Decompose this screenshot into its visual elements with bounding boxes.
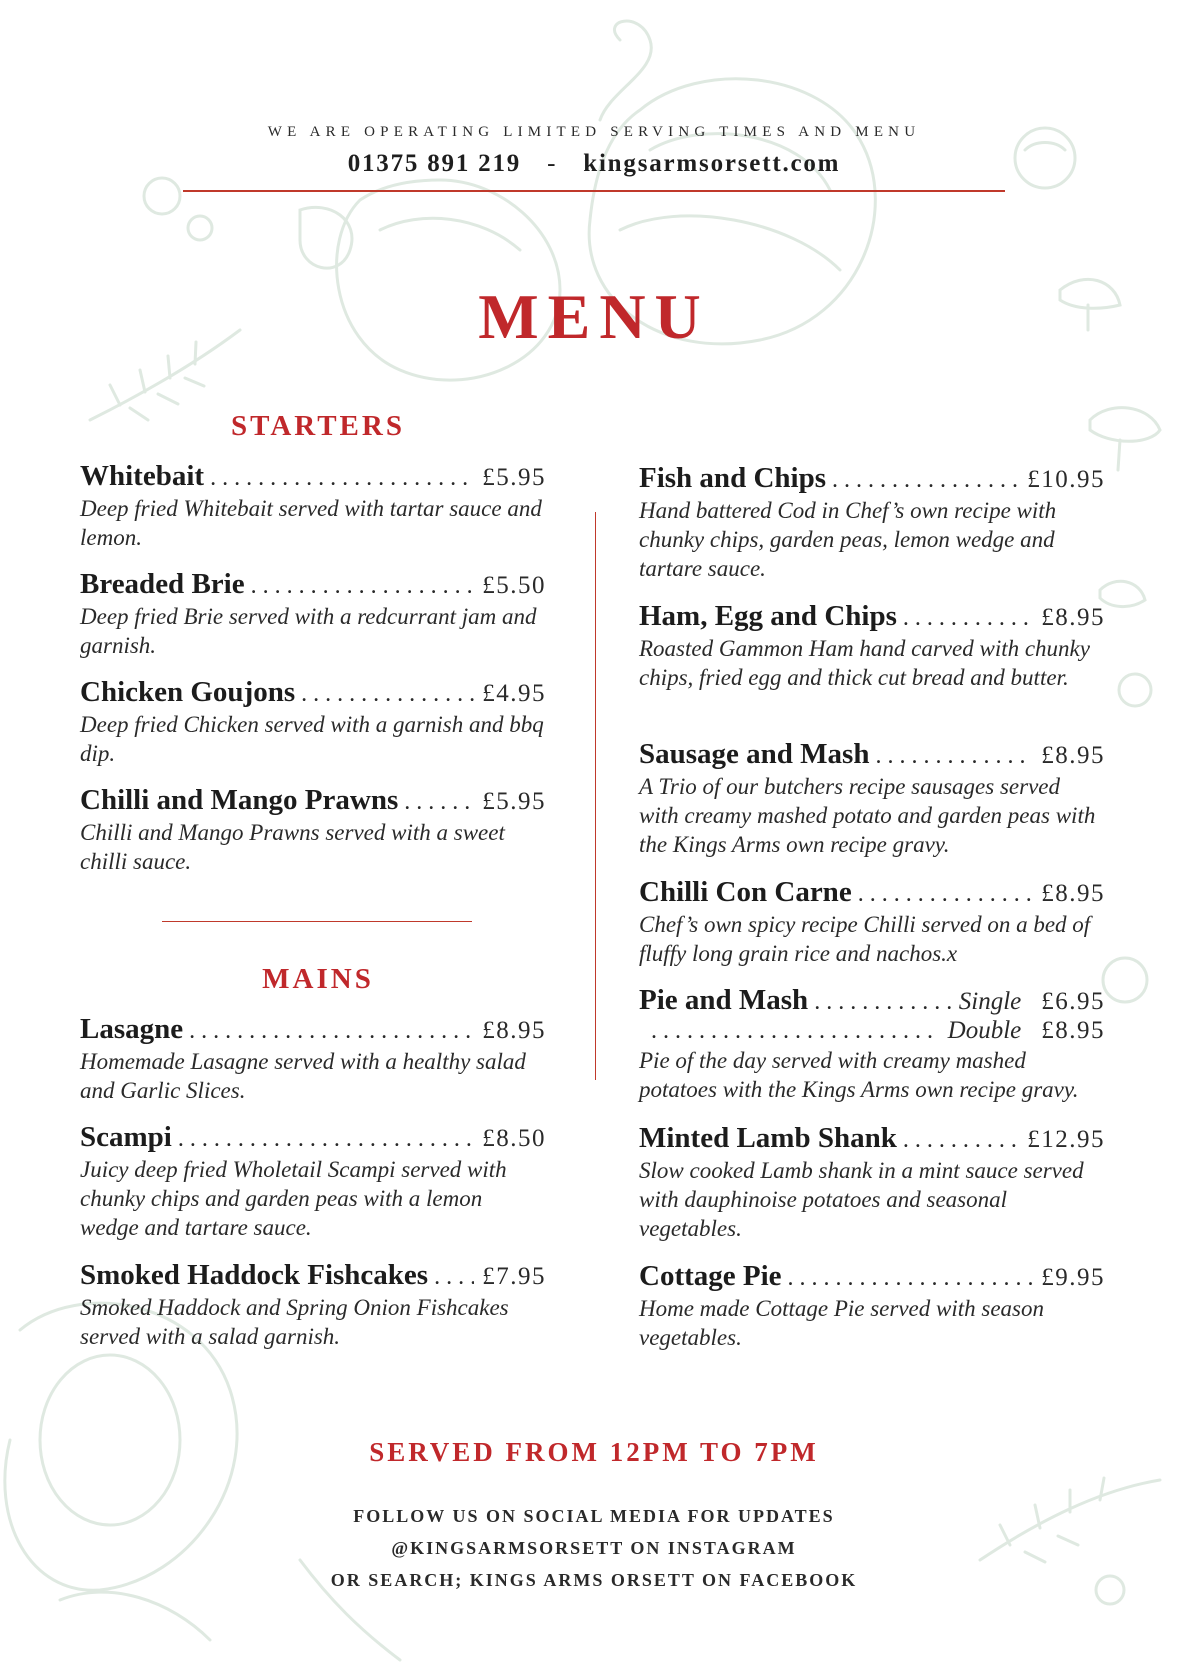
dot-leader xyxy=(814,989,951,1016)
dish-name: Chicken Goujons xyxy=(80,676,296,708)
dot-leader xyxy=(301,681,474,708)
dish-description: Homemade Lasagne served with a healthy salad and Garlic Slices. xyxy=(80,1049,526,1103)
dish-description: Smoked Haddock and Spring Onion Fishcakes served with a salad garnish. xyxy=(80,1295,509,1349)
dot-leader xyxy=(875,743,1033,770)
dot-leader xyxy=(903,1127,1019,1154)
dot-leader xyxy=(178,1126,474,1153)
phone-number: 01375 891 219 xyxy=(347,150,522,177)
serving-hours: SERVED FROM 12PM TO 7PM xyxy=(369,1437,819,1467)
website-link[interactable]: kingsarmsorsett.com xyxy=(583,150,841,177)
dish-price: £8.95 xyxy=(1041,880,1105,907)
dot-leader xyxy=(210,465,474,492)
dish-name: Whitebait xyxy=(80,460,205,492)
dish-name: Fish and Chips xyxy=(639,462,826,494)
dot-leader xyxy=(651,1018,940,1045)
dish-price: £5.95 xyxy=(482,464,546,491)
dish-price: £8.95 xyxy=(1041,1017,1105,1044)
starters-heading: STARTERS xyxy=(231,410,405,442)
header-divider xyxy=(183,190,1005,192)
dish-price: £8.95 xyxy=(482,1017,546,1044)
dish-name: Scampi xyxy=(80,1121,172,1153)
dish-description: Deep fried Chicken served with a garnish and bbq dip. xyxy=(80,712,544,766)
menu-item-scampi xyxy=(80,1121,546,1242)
dish-name: Chilli and Mango Prawns xyxy=(80,784,399,816)
menu-item-smoked-haddock-fishcakes xyxy=(80,1259,546,1351)
dish-name: Breaded Brie xyxy=(80,568,245,600)
menu-item-ham-egg-and-chips xyxy=(639,600,1105,692)
menu-item-whitebait xyxy=(80,460,546,552)
menu-item-chilli-mango-prawns xyxy=(80,784,546,876)
dish-name: Pie and Mash xyxy=(639,984,809,1016)
dish-price: £8.50 xyxy=(482,1125,546,1152)
dish-price: £7.95 xyxy=(482,1263,546,1290)
dish-price: £6.95 xyxy=(1041,988,1105,1015)
dish-description: Juicy deep fried Wholetail Scampi served with chunky chips and garden peas with a lemon wedge and tartare sauce. xyxy=(80,1157,507,1240)
dish-price: £8.95 xyxy=(1041,604,1105,631)
dish-name: Cottage Pie xyxy=(639,1260,782,1292)
dish-name: Chilli Con Carne xyxy=(639,876,852,908)
dish-description: Chilli and Mango Prawns served with a sweet chilli sauce. xyxy=(80,820,505,874)
dish-name: Sausage and Mash xyxy=(639,738,870,770)
dot-leader xyxy=(251,573,475,600)
social-media-note: FOLLOW US ON SOCIAL MEDIA FOR UPDATES xyxy=(353,1506,835,1526)
dish-price: £5.95 xyxy=(482,788,546,815)
contact-line xyxy=(0,150,1188,178)
dish-price: £9.95 xyxy=(1041,1264,1105,1291)
dish-description: Hand battered Cod in Chef’s own recipe with chunky chips, garden peas, lemon wedge and tartare sauce. xyxy=(639,498,1057,581)
dish-description: A Trio of our butchers recipe sausages served with creamy mashed potato and garden peas with the Kings Arms own recipe gravy. xyxy=(639,774,1096,857)
dot-leader xyxy=(434,1264,474,1291)
contact-separator: - xyxy=(547,150,558,177)
instagram-handle[interactable]: @KINGSARMSORSETT ON INSTAGRAM xyxy=(391,1538,797,1558)
dish-description: Deep fried Brie served with a redcurrant jam and garnish. xyxy=(80,604,537,658)
menu-item-chilli-con-carne xyxy=(639,876,1105,968)
menu-item-lasagne xyxy=(80,1013,546,1105)
dish-description: Home made Cottage Pie served with season vegetables. xyxy=(639,1296,1044,1350)
dot-leader xyxy=(832,467,1019,494)
dish-name: Smoked Haddock Fishcakes xyxy=(80,1259,429,1291)
dish-price: £5.50 xyxy=(482,572,546,599)
menu-item-fish-and-chips xyxy=(639,462,1105,583)
tagline: WE ARE OPERATING LIMITED SERVING TIMES AND MENU xyxy=(267,124,921,140)
dish-name: Lasagne xyxy=(80,1013,184,1045)
page-title: MENU xyxy=(478,281,710,352)
dish-price: £4.95 xyxy=(482,680,546,707)
dish-description: Roasted Gammon Ham hand carved with chunky chips, fried egg and thick cut bread and butter. xyxy=(639,636,1090,690)
menu-item-chicken-goujons xyxy=(80,676,546,768)
dish-name: Ham, Egg and Chips xyxy=(639,600,897,632)
dish-description: Chef’s own spicy recipe Chilli served on a bed of fluffy long grain rice and nachos.x xyxy=(639,912,1091,966)
facebook-note: OR SEARCH; KINGS ARMS ORSETT ON FACEBOOK xyxy=(330,1570,858,1590)
dot-leader xyxy=(788,1265,1034,1292)
column-divider xyxy=(595,512,596,1080)
dot-leader xyxy=(903,605,1033,632)
dish-description: Pie of the day served with creamy mashed potatoes with the Kings Arms own recipe gravy. xyxy=(639,1048,1079,1102)
dish-price: £10.95 xyxy=(1027,466,1105,493)
menu-item-pie-and-mash xyxy=(639,984,1105,1104)
menu-item-cottage-pie xyxy=(639,1260,1105,1352)
mains-heading: MAINS xyxy=(262,963,374,995)
menu-item-breaded-brie xyxy=(80,568,546,660)
menu-item-sausage-and-mash xyxy=(639,738,1105,859)
dish-description: Slow cooked Lamb shank in a mint sauce served with dauphinoise potatoes and seasonal vegetables. xyxy=(639,1158,1084,1241)
starters-mains-divider xyxy=(162,921,472,922)
dish-description: Deep fried Whitebait served with tartar sauce and lemon. xyxy=(80,496,542,550)
dish-price: £8.95 xyxy=(1041,742,1105,769)
portion-label: Single xyxy=(958,988,1022,1015)
portion-label: Double xyxy=(947,1017,1022,1044)
dot-leader xyxy=(189,1018,474,1045)
dish-name: Minted Lamb Shank xyxy=(639,1122,897,1154)
menu-item-minted-lamb-shank xyxy=(639,1122,1105,1243)
dish-price: £12.95 xyxy=(1027,1126,1105,1153)
dot-leader xyxy=(858,881,1034,908)
dot-leader xyxy=(404,789,474,816)
